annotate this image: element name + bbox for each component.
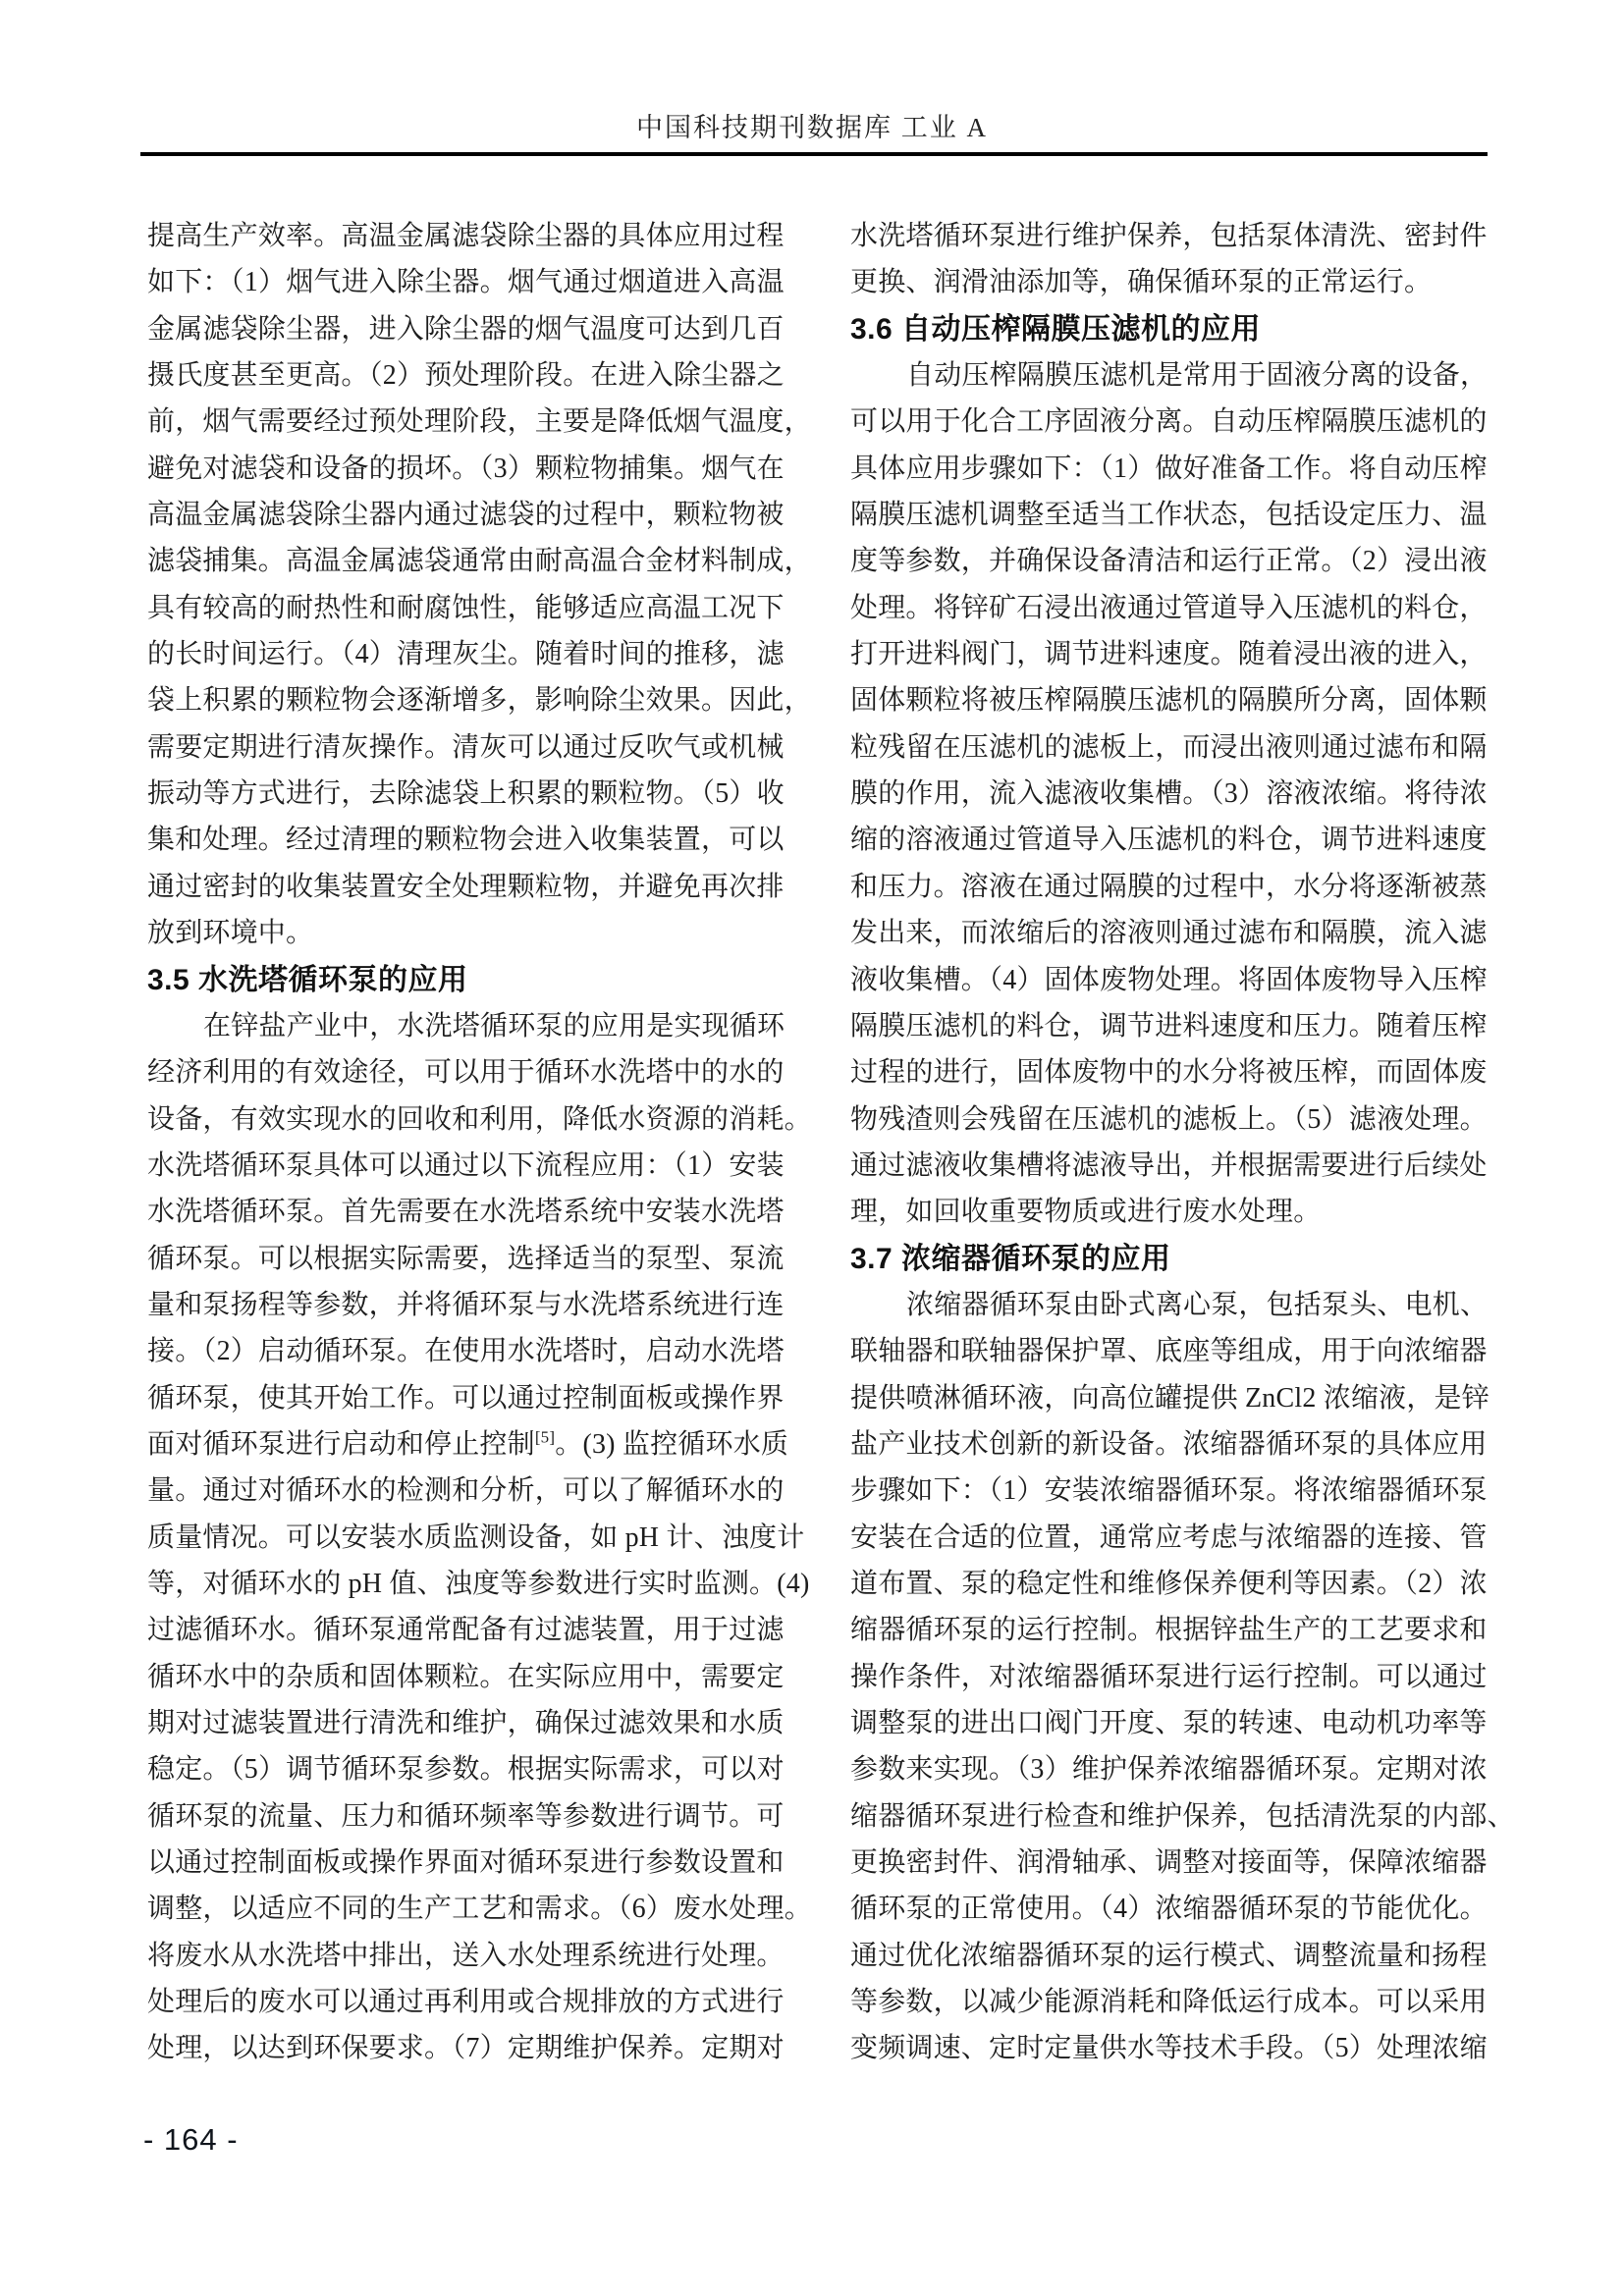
text-line: 将废水从水洗塔中排出，送入水处理系统进行处理。: [147, 1940, 785, 1971]
text-line: 和压力。溶液在通过隔膜的过程中，水分将逐渐被蒸: [850, 871, 1488, 902]
section-heading: 3.6 自动压榨隔膜压滤机的应用: [850, 312, 1262, 346]
text-line: 稳定。（5）调节循环泵参数。根据实际需求，可以对: [147, 1754, 785, 1786]
text-line: 膜的作用，流入滤液收集槽。（3）溶液浓缩。将待浓: [850, 778, 1488, 810]
text-line: 步骤如下：（1）安装浓缩器循环泵。将浓缩器循环泵: [850, 1475, 1488, 1507]
text-line: 更换密封件、润滑轴承、调整对接面等，保障浓缩器: [850, 1847, 1488, 1879]
text-line: 处理，以达到环保要求。（7）定期维护保养。定期对: [147, 2033, 785, 2064]
text-line: 振动等方式进行，去除滤袋上积累的颗粒物。（5）收: [147, 778, 785, 810]
text-line: 具有较高的耐热性和耐腐蚀性，能够适应高温工况下: [147, 592, 785, 623]
text-line: 等参数，以减少能源消耗和降低运行成本。可以采用: [850, 1987, 1488, 2018]
text-line: 操作条件，对浓缩器循环泵进行运行控制。可以通过: [850, 1661, 1488, 1692]
text-line: 处理。将锌矿石浸出液通过管道导入压滤机的料仓，: [850, 592, 1488, 623]
text-line: 水洗塔循环泵具体可以通过以下流程应用：（1）安装: [147, 1149, 785, 1181]
text-line: 摄氏度甚至更高。（2）预处理阶段。在进入除尘器之: [147, 360, 785, 392]
text-line: 如下：（1）烟气进入除尘器。烟气通过烟道进入高温: [147, 267, 785, 298]
text-line: 质量情况。可以安装水质监测设备，如 pH 计、浊度计: [147, 1522, 805, 1553]
text-line: 水洗塔循环泵。首先需要在水洗塔系统中安装水洗塔: [147, 1197, 785, 1228]
text-line: 通过密封的收集装置安全处理颗粒物，并避免再次排: [147, 871, 785, 902]
text-line: 提供喷淋循环液，向高位罐提供 ZnCl2 浓缩液，是锌: [850, 1382, 1489, 1414]
text-line: 安装在合适的位置，通常应考虑与浓缩器的连接、管: [850, 1522, 1488, 1553]
text-line: 袋上积累的颗粒物会逐渐增多，影响除尘效果。因此，: [147, 685, 812, 717]
section-heading: 3.7 浓缩器循环泵的应用: [850, 1242, 1171, 1275]
citation-ref: [5]: [534, 1427, 556, 1447]
text-line: 前，烟气需要经过预处理阶段，主要是降低烟气温度，: [147, 406, 812, 438]
header-rule: [140, 152, 1488, 156]
text-line: 经济利用的有效途径，可以用于循环水洗塔中的水的: [147, 1057, 785, 1089]
text-line: 提高生产效率。高温金属滤袋除尘器的具体应用过程: [147, 221, 785, 251]
text-line: 等，对循环水的 pH 值、浊度等参数进行实时监测。(4): [147, 1568, 810, 1599]
text-line: 量和泵扬程等参数，并将循环泵与水洗塔系统进行连: [147, 1289, 785, 1320]
text-line: 集和处理。经过清理的颗粒物会进入收集装置，可以: [147, 825, 785, 856]
text-line: 循环泵，使其开始工作。可以通过控制面板或操作界: [147, 1382, 785, 1414]
text-line: 通过优化浓缩器循环泵的运行模式、调整流量和扬程: [850, 1940, 1488, 1971]
text-line: 循环泵的流量、压力和循环频率等参数进行调节。可: [147, 1800, 785, 1832]
text-line: 循环泵的正常使用。（4）浓缩器循环泵的节能优化。: [850, 1894, 1488, 1925]
text-line: 变频调速、定时定量供水等技术手段。（5）处理浓缩: [850, 2033, 1488, 2064]
text-line: 物残渣则会残留在压滤机的滤板上。（5）滤液处理。: [850, 1103, 1488, 1135]
text-line: 自动压榨隔膜压滤机是常用于固液分离的设备，: [906, 360, 1489, 392]
text-line: 隔膜压滤机调整至适当工作状态，包括设定压力、温: [850, 500, 1488, 531]
text-line: 面对循环泵进行启动和停止控制[5]。(3) 监控循环水质: [147, 1427, 789, 1460]
text-line: 调整，以适应不同的生产工艺和需求。（6）废水处理。: [147, 1894, 813, 1925]
text-line: 滤袋捕集。高温金属滤袋通常由耐高温合金材料制成，: [147, 546, 812, 577]
text-line: 通过滤液收集槽将滤液导出，并根据需要进行后续处: [850, 1149, 1488, 1181]
text-line: 量。通过对循环水的检测和分析，可以了解循环水的: [147, 1475, 785, 1507]
text-line: 调整泵的进出口阀门开度、泵的转速、电动机功率等: [850, 1708, 1488, 1738]
text-line: 设备，有效实现水的回收和利用，降低水资源的消耗。: [147, 1103, 812, 1135]
text-line: 缩器循环泵进行检查和维护保养，包括清洗泵的内部、: [850, 1800, 1515, 1832]
text-line: 需要定期进行清灰操作。清灰可以通过反吹气或机械: [147, 731, 785, 763]
text-line: 期对过滤装置进行清洗和维护，确保过滤效果和水质: [147, 1708, 785, 1738]
text-line: 盐产业技术创新的新设备。浓缩器循环泵的具体应用: [850, 1428, 1488, 1460]
text-line: 过程的进行，固体废物中的水分将被压榨，而固体废: [850, 1057, 1488, 1089]
text-line: 更换、润滑油添加等，确保循环泵的正常运行。: [850, 267, 1433, 298]
text-line: 浓缩器循环泵由卧式离心泵，包括泵头、电机、: [906, 1289, 1489, 1320]
text-line: 处理后的废水可以通过再利用或合规排放的方式进行: [147, 1987, 785, 2018]
text-line: 液收集槽。（4）固体废物处理。将固体废物导入压榨: [850, 964, 1488, 995]
text-line: 固体颗粒将被压榨隔膜压滤机的隔膜所分离，固体颗: [850, 685, 1488, 717]
text-line: 道布置、泵的稳定性和维修保养便利等因素。（2）浓: [850, 1568, 1488, 1599]
text-line: 隔膜压滤机的料仓，调节进料速度和压力。随着压榨: [850, 1010, 1488, 1041]
text-line: 打开进料阀门，调节进料速度。随着浸出液的进入，: [850, 639, 1488, 670]
text-line: 在锌盐产业中，水洗塔循环泵的应用是实现循环: [203, 1010, 785, 1041]
text-line: 可以用于化合工序固液分离。自动压榨隔膜压滤机的: [850, 406, 1488, 438]
text-line: 金属滤袋除尘器，进入除尘器的烟气温度可达到几百: [147, 313, 785, 345]
text-line: 参数来实现。（3）维护保养浓缩器循环泵。定期对浓: [850, 1754, 1488, 1786]
journal-header-title: 中国科技期刊数据库 工业 A: [636, 113, 988, 142]
left-column: [147, 213, 813, 2072]
right-column: [850, 213, 1516, 2072]
text-line: 缩的溶液通过管道导入压滤机的料仓，调节进料速度: [850, 825, 1488, 856]
text-line: 发出来，而浓缩后的溶液则通过滤布和隔膜，流入滤: [850, 918, 1488, 949]
text-line: 以通过控制面板或操作界面对循环泵进行参数设置和: [147, 1847, 785, 1879]
text-line: 联轴器和联轴器保护罩、底座等组成，用于向浓缩器: [850, 1336, 1488, 1367]
text-line: 粒残留在压滤机的滤板上，而浸出液则通过滤布和隔: [850, 731, 1488, 763]
text-line: 循环泵。可以根据实际需要，选择适当的泵型、泵流: [147, 1243, 785, 1274]
section-heading: 3.5 水洗塔循环泵的应用: [147, 963, 468, 996]
text-line: 理，如回收重要物质或进行废水处理。: [850, 1197, 1322, 1228]
text-line: 避免对滤袋和设备的损坏。（3）颗粒物捕集。烟气在: [147, 453, 785, 484]
page-number: - 164 -: [143, 2122, 239, 2157]
text-line: 循环水中的杂质和固体颗粒。在实际应用中，需要定: [147, 1661, 785, 1692]
text-line: 放到环境中。: [147, 918, 314, 949]
text-line: 度等参数，并确保设备清洁和运行正常。（2）浸出液: [850, 546, 1488, 577]
text-line: 缩器循环泵的运行控制。根据锌盐生产的工艺要求和: [850, 1615, 1488, 1646]
text-line: 水洗塔循环泵进行维护保养，包括泵体清洗、密封件: [850, 221, 1488, 251]
text-line: 接。（2）启动循环泵。在使用水洗塔时，启动水洗塔: [147, 1336, 785, 1367]
text-line: 具体应用步骤如下：（1）做好准备工作。将自动压榨: [850, 453, 1488, 484]
text-line: 的长时间运行。（4）清理灰尘。随着时间的推移，滤: [147, 639, 785, 670]
text-line: 过滤循环水。循环泵通常配备有过滤装置，用于过滤: [147, 1615, 785, 1646]
text-line: 高温金属滤袋除尘器内通过滤袋的过程中，颗粒物被: [147, 500, 785, 531]
